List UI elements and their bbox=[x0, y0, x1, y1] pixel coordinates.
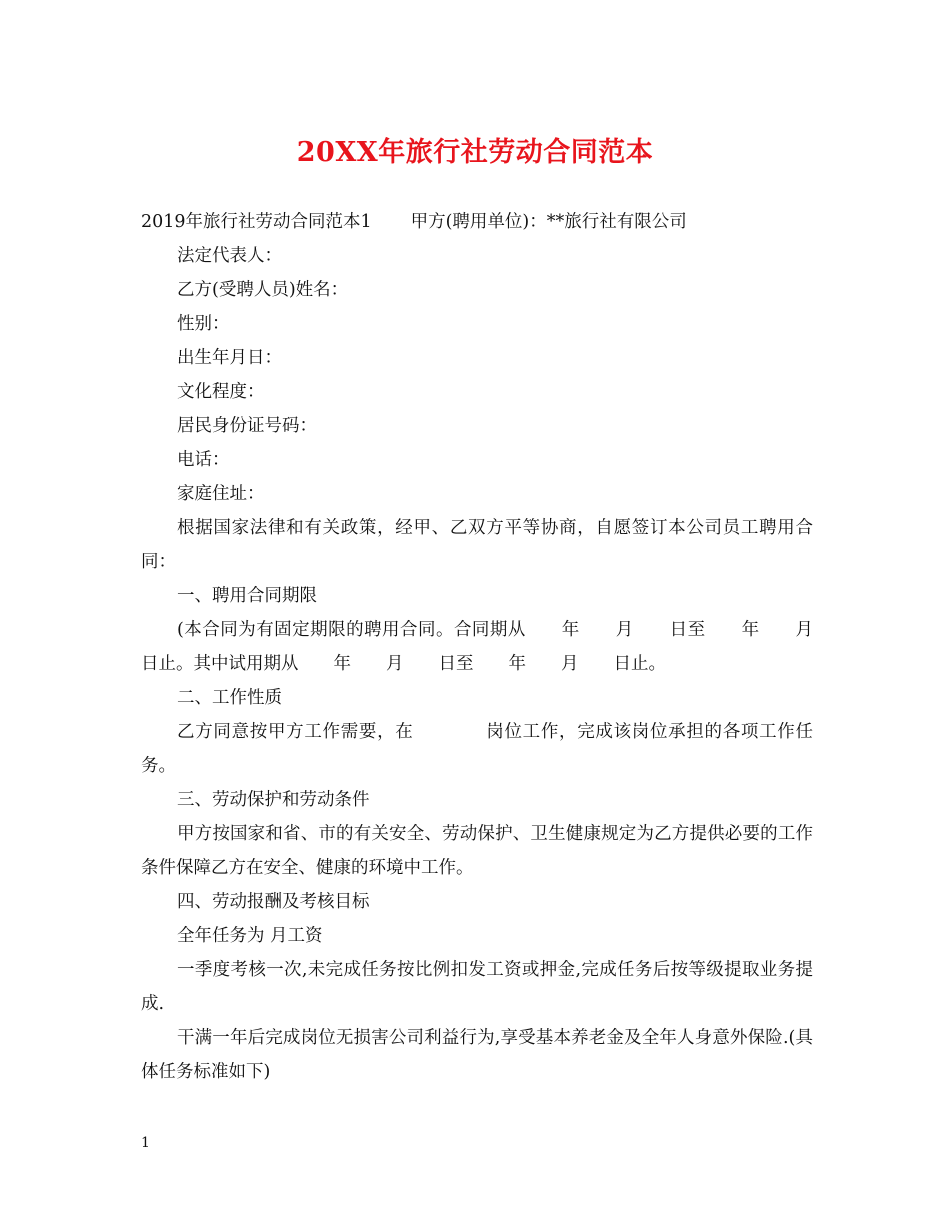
paragraph-preamble: 根据国家法律和有关政策，经甲、乙双方平等协商，自愿签订本公司员工聘用合同： bbox=[141, 518, 813, 572]
paragraph-address: 家庭住址： bbox=[177, 484, 265, 504]
page-number: 1 bbox=[141, 1135, 150, 1151]
paragraph-birthdate: 出生年月日： bbox=[177, 348, 282, 368]
paragraph-labor-protection: 甲方按国家和省、市的有关安全、劳动保护、卫生健康规定为乙方提供必要的工作条件保障乙方在安全、健康的环境中工作。 bbox=[141, 824, 813, 878]
section-heading-remuneration: 四、劳动报酬及考核目标 bbox=[177, 892, 370, 912]
paragraph-quarterly-review: 一季度考核一次,未完成任务按比例扣发工资或押金,完成任务后按等级提取业务提成. bbox=[141, 960, 813, 1014]
section-heading-term: 一、聘用合同期限 bbox=[177, 586, 317, 606]
section-heading-work-nature: 二、工作性质 bbox=[177, 688, 282, 708]
section-heading-labor-protection: 三、劳动保护和劳动条件 bbox=[177, 790, 370, 810]
document-title: 20XX年旅行社劳动合同范本 bbox=[296, 137, 654, 168]
paragraph-party-b-name: 乙方(受聘人员)姓名： bbox=[177, 280, 349, 300]
paragraph-education: 文化程度： bbox=[177, 382, 265, 402]
document-body bbox=[141, 205, 813, 1089]
paragraph-annual-task: 全年任务为 月工资 bbox=[177, 926, 323, 946]
paragraph-id-number: 居民身份证号码： bbox=[177, 416, 317, 436]
paragraph-work-nature: 乙方同意按甲方工作需要，在 岗位工作，完成该岗位承担的各项工作任务。 bbox=[141, 722, 813, 776]
paragraph-term: (本合同为有固定期限的聘用合同。合同期从 年 月 日至 年 月日止。其中试用期从 年 月 日至 年 月 日止。 bbox=[141, 620, 813, 674]
paragraph-intro-party-a: 2019年旅行社劳动合同范本1 甲方(聘用单位)：**旅行社有限公司 bbox=[141, 212, 687, 232]
paragraph-gender: 性别： bbox=[177, 314, 230, 334]
paragraph-phone: 电话： bbox=[177, 450, 230, 470]
paragraph-legal-rep: 法定代表人： bbox=[177, 246, 282, 266]
paragraph-benefits: 干满一年后完成岗位无损害公司利益行为,享受基本养老金及全年人身意外保险.(具体任务标准如下) bbox=[141, 1028, 813, 1082]
